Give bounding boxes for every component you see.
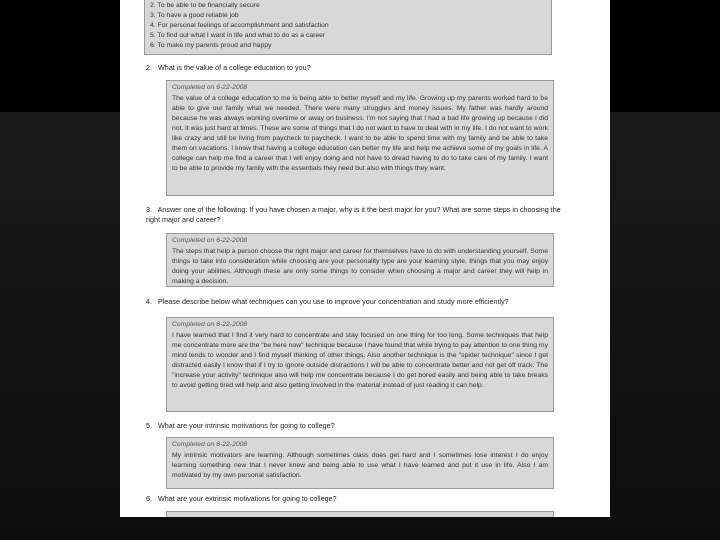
question-text: What is the value of a college education to you? [158,63,311,72]
list-item: 5. To find out what I want in life and what to do as a career [150,32,326,39]
completed-date: Completed on 6-22-2008 [172,321,248,328]
list-item: 4. For personal feelings of accomplishment and satisfaction [150,22,329,29]
question-2 [146,63,586,73]
answer-box-4 [166,317,554,412]
completed-date: Completed on 6-22-2008 [172,441,248,448]
question-number: 2. [146,63,152,72]
list-item: 3. To have a good reliable job [150,12,239,19]
answer-box-1 [144,0,552,55]
question-4 [146,297,586,307]
list-item: 2. To be able to be financially secure [150,2,260,9]
question-3 [146,205,566,225]
answer-text: The steps that help a person choose the right major and career for themselves have to do with understanding yourself. Some things to take into consideration while choosing are your personality type are your learning style, things that you may enjoy doing your abilities. Although these are only some things to consider when choosing a major and career they will help in making a decision. [172,248,548,285]
answer-box-5 [166,437,554,489]
answer-text: I have learned that I find it very hard to concentrate and stay focused on one thing for too long. Some techniques that help me concentrate more are the "be here now" technique because I have found that while trying to pay attention to one thing my mind tends to wonder and I find myself thinking of other things. Also another technique is the "spider technique" since I get distracted easily I know that if I try to ignore outside distractions I will be able to concentrate better and not get off track. The "increase your activity" technique also will help me concentrate because I do get bored easily and being able to take breaks to avoid getting tired will help and also getting involved in the material instead of just reading it can help. [172,332,548,389]
question-number: 5. [146,421,152,430]
question-number: 6. [146,494,152,503]
list-item: 6. To make my parents proud and happy [150,42,272,49]
answer-box-6 [166,511,554,517]
question-6 [146,494,586,504]
question-number: 3. [146,205,152,214]
answer-box-3 [166,233,554,287]
question-5 [146,421,586,431]
question-text: Please describe below what techniques can you use to improve your concentration and study more efficiently? [158,297,509,306]
question-number: 4. [146,297,152,306]
question-text: What are your extrinsic motivations for going to college? [158,494,337,503]
completed-date: Completed on 6-22-2008 [172,237,248,244]
answer-box-2 [166,80,554,196]
question-text: Answer one of the following: If you have chosen a major, why is it the best major for you? What are some steps in choosing the right major and career? [146,205,561,224]
answer-text: My intrinsic motivators are learning. Although sometimes class does get hard and I sometimes lose interest I do enjoy learning something new that I never knew and being able to use what I have learned and put it use in life. Also I am motivated by my own personal satisfaction. [172,452,548,479]
question-text: What are your intrinsic motivations for going to college? [158,421,335,430]
answer-text: The value of a college education to me is being able to better myself and my life. Growing up my parents worked hard to be able to give our family what we needed. There were many struggles and money issues. My father was hardly around because he was always working overtime or away on business. I'm not saying that I had a bad life growing up because I did not, it was just hard at times. These are some of things that I do not want to have to deal with in my life. I do not want to work like crazy and still be living from paycheck to paycheck. I want to be able to spend time with my family and be able to take them on vacations. I know that having a college education can better my life and help me achieve some of my goals in life. A college can help me find a career that I will enjoy doing and not have to dread having to do to take care of my family. I want to be able to provide my family with the essentials they need but also with things they want. [172,95,548,172]
completed-date: Completed on 6-22-2008 [172,84,248,91]
document-page [120,0,610,517]
